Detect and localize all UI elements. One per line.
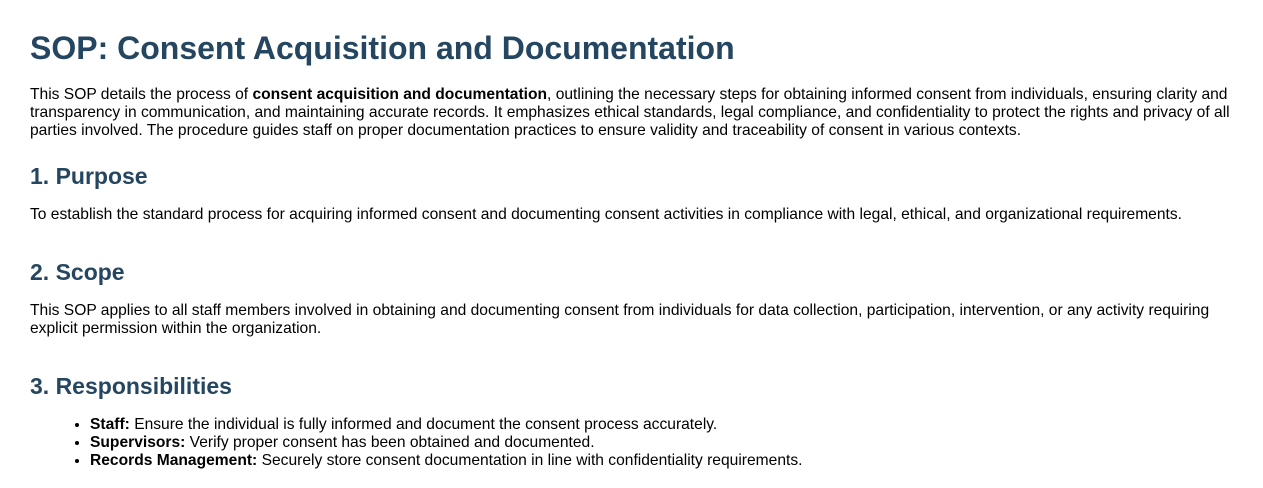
intro-text-after: , outlining the necessary steps for obtaining informed consent from individuals, ensuring clarity and transparency in communication, and maintaining accurate records. It emphasizes ethical standards, legal compliance, and confidentiality to protect the rights and privacy of all parties involved. The procedure guides staff on proper documentation practices to ensure validity and traceability of consent in various contexts.	[30, 86, 1230, 139]
intro-bold-phrase: consent acquisition and documentation	[252, 86, 548, 103]
responsibilities-list	[30, 416, 1233, 470]
responsibilities-heading: 3. Responsibilities	[30, 373, 232, 399]
intro-text-before: This SOP details the process of	[30, 86, 253, 103]
list-item	[90, 416, 1233, 434]
role-label: Records Management:	[90, 452, 258, 469]
purpose-text: To establish the standard process for acquiring informed consent and documenting consent activities in compliance with legal, ethical, and organizational requirements.	[30, 206, 1182, 223]
list-item	[90, 452, 1233, 470]
scope-text: This SOP applies to all staff members involved in obtaining and documenting consent from individuals for data collection, participation, intervention, or any activity requiring explicit permission within the organization.	[30, 302, 1210, 337]
page-title: SOP: Consent Acquisition and Documentation	[30, 30, 735, 66]
scope-heading: 2. Scope	[30, 259, 125, 285]
role-description: Verify proper consent has been obtained and documented.	[185, 434, 595, 451]
role-label: Supervisors:	[90, 434, 186, 451]
role-description: Securely store consent documentation in line with confidentiality requirements.	[257, 452, 803, 469]
role-label: Staff:	[90, 416, 130, 433]
intro-paragraph	[30, 86, 1235, 140]
list-item	[90, 434, 1233, 452]
purpose-heading: 1. Purpose	[30, 163, 148, 189]
role-description: Ensure the individual is fully informed and document the consent process accurately.	[129, 416, 718, 433]
